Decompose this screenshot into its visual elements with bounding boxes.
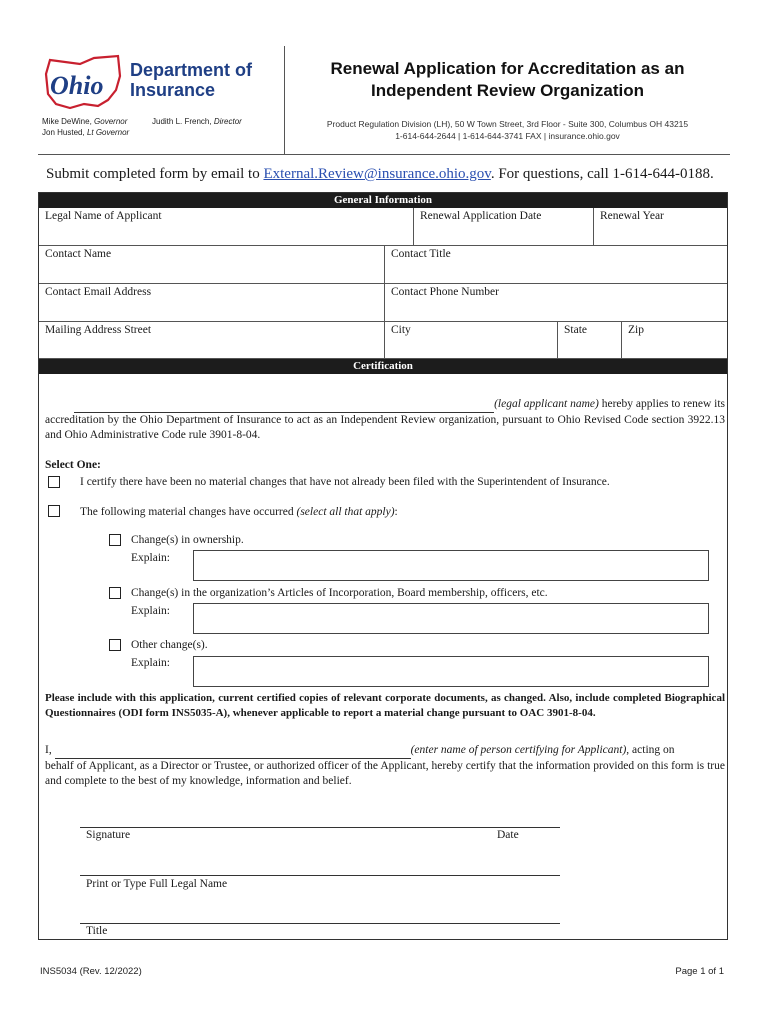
date-label: Date xyxy=(497,829,519,841)
director-title: Director xyxy=(213,117,242,126)
form-number: INS5034 (Rev. 12/2022) xyxy=(40,966,142,977)
letterhead xyxy=(38,46,730,154)
contact-name-field[interactable] xyxy=(39,246,385,284)
lt-governor-title: Lt Governor xyxy=(86,128,130,137)
material-changes-hint: (select all that apply) xyxy=(296,506,395,518)
form-body xyxy=(38,192,728,940)
title-line[interactable] xyxy=(80,923,560,924)
general-information-heading: General Information xyxy=(39,193,727,208)
material-changes-colon: : xyxy=(394,506,398,518)
address-line-2: 1-614-644-2644 | 1-614-644-3741 FAX | insurance.ohio.gov xyxy=(395,131,620,141)
address-line-1: Product Regulation Division (LH), 50 W Town Street, 3rd Floor - Suite 300, Columbus OH 43215 xyxy=(326,119,689,129)
state-label: State xyxy=(564,324,587,336)
applicant-statement xyxy=(45,397,725,443)
no-changes-option-text: I certify there have been no material changes that have not already been filed with the Superintendent of Insurance. xyxy=(80,476,610,488)
signature-line[interactable] xyxy=(80,827,560,828)
contact-name-label: Contact Name xyxy=(45,248,112,260)
select-one-label: Select One: xyxy=(45,459,101,471)
ownership-explain-label: Explain: xyxy=(131,552,170,564)
ohio-map-logo-icon xyxy=(40,54,128,112)
logo-wordmark: Ohio xyxy=(50,71,104,100)
mailing-street-field[interactable] xyxy=(39,322,385,359)
contact-email-field[interactable] xyxy=(39,284,385,322)
certifier-hint: (enter name of person certifying for Applicant) xyxy=(410,744,627,756)
documents-notice: Please include with this application, current certified copies of relevant corporate documents, as changed. Also, include completed Biographical Questionnaires (ODI form INS5035-A), whenever applicable to report a material change pursuant to OAC 3901-8-04. xyxy=(45,692,725,719)
form-title xyxy=(285,58,730,102)
other-change-checkbox[interactable] xyxy=(109,639,121,651)
governor-title: Governor xyxy=(94,117,128,126)
zip-field[interactable] xyxy=(622,322,727,359)
department-name xyxy=(130,60,252,100)
certifier-name-blank[interactable] xyxy=(55,743,411,759)
department-line-1: Department of xyxy=(130,60,253,80)
no-changes-checkbox[interactable] xyxy=(48,476,60,488)
articles-change-text: Change(s) in the organization’s Articles of Incorporation, Board membership, officers, etc. xyxy=(131,587,548,599)
behalf-text: behalf of Applicant, as a Director or Trustee, or authorized officer of the Applicant, hereby certify that the information provided on this form is true and complete to the best of my knowledge, information and belief. xyxy=(45,760,725,787)
material-changes-checkbox[interactable] xyxy=(48,505,60,517)
material-changes-option-text xyxy=(80,506,398,518)
state-field[interactable] xyxy=(558,322,622,359)
form-title-block xyxy=(285,46,730,154)
submit-suffix: . For questions, call 1-614-644-0188. xyxy=(490,166,714,182)
renewal-date-label: Renewal Application Date xyxy=(420,210,542,222)
division-address xyxy=(285,118,730,142)
director-block xyxy=(152,116,242,127)
submit-instructions xyxy=(46,166,746,183)
print-name-label: Print or Type Full Legal Name xyxy=(86,878,228,890)
title-label: Title xyxy=(86,925,108,937)
signature-label: Signature xyxy=(86,829,131,841)
other-explain-input[interactable] xyxy=(193,656,709,687)
contact-phone-field[interactable] xyxy=(385,284,727,322)
articles-explain-label: Explain: xyxy=(131,605,170,617)
other-explain-label: Explain: xyxy=(131,657,170,669)
governor-name: Mike DeWine, xyxy=(42,117,92,126)
header-bottom-rule xyxy=(38,154,730,155)
ownership-explain-input[interactable] xyxy=(193,550,709,581)
mailing-street-label: Mailing Address Street xyxy=(45,324,152,336)
page-number: Page 1 of 1 xyxy=(675,966,724,977)
articles-change-checkbox[interactable] xyxy=(109,587,121,599)
ownership-change-checkbox[interactable] xyxy=(109,534,121,546)
contact-title-label: Contact Title xyxy=(391,248,451,260)
city-field[interactable] xyxy=(385,322,558,359)
director-name: Judith L. French, xyxy=(152,117,212,126)
contact-email-label: Contact Email Address xyxy=(45,286,152,298)
form-title-line-2: Independent Review Organization xyxy=(371,81,644,100)
city-label: City xyxy=(391,324,411,336)
submit-prefix: Submit completed form by email to xyxy=(46,166,264,182)
applicant-name-hint: (legal applicant name) xyxy=(494,398,599,410)
applies-text: hereby applies to renew its xyxy=(598,398,725,410)
renewal-date-field[interactable] xyxy=(414,208,594,246)
zip-label: Zip xyxy=(628,324,644,336)
contact-title-field[interactable] xyxy=(385,246,727,284)
governor-block xyxy=(42,116,129,138)
acting-on-text: , acting on xyxy=(626,744,675,756)
i-prefix: I, xyxy=(45,744,55,756)
renewal-year-label: Renewal Year xyxy=(600,210,664,222)
material-changes-main: The following material changes have occurred xyxy=(80,506,297,518)
certification-heading: Certification xyxy=(39,359,727,374)
submit-email-link[interactable]: External.Review@insurance.ohio.gov xyxy=(263,166,491,182)
legal-name-label: Legal Name of Applicant xyxy=(45,210,162,222)
other-change-text: Other change(s). xyxy=(131,639,208,651)
contact-phone-label: Contact Phone Number xyxy=(391,286,499,298)
certifier-statement xyxy=(45,743,725,789)
print-name-line[interactable] xyxy=(80,875,560,876)
lt-governor-name: Jon Husted, xyxy=(42,128,85,137)
ohio-doi-logo xyxy=(38,46,282,154)
department-line-2: Insurance xyxy=(130,80,216,100)
applicant-name-blank[interactable] xyxy=(74,397,494,413)
form-title-line-1: Renewal Application for Accreditation as an xyxy=(330,59,685,78)
renewal-year-field[interactable] xyxy=(594,208,727,246)
articles-explain-input[interactable] xyxy=(193,603,709,634)
accreditation-text: accreditation by the Ohio Department of Insurance to act as an Independent Review organization, pursuant to Ohio Revised Code section 3922.13 and Ohio Administrative Code rule 3901-8-04. xyxy=(45,414,725,441)
ownership-change-text: Change(s) in ownership. xyxy=(131,534,244,546)
legal-name-field[interactable] xyxy=(39,208,414,246)
